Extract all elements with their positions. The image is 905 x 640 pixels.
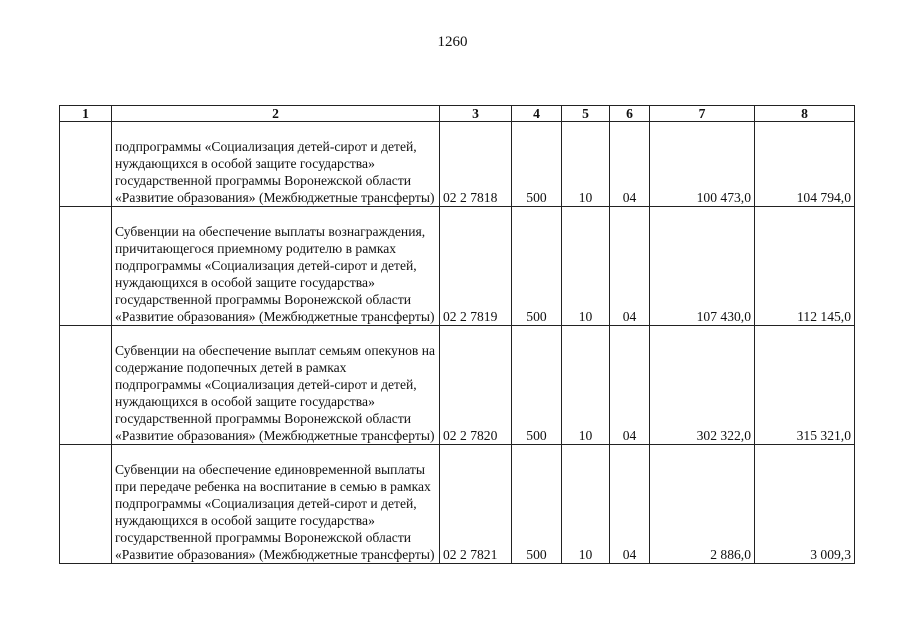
header-col-5: 5 [562,106,610,122]
amount-year2-cell: 3 009,3 [755,445,855,564]
subsection-cell: 04 [610,326,650,445]
header-col-3: 3 [440,106,512,122]
amount-year1-cell: 100 473,0 [650,122,755,207]
code-cell: 02 2 7819 [440,207,512,326]
section-cell: 10 [562,122,610,207]
type-cell: 500 [512,122,562,207]
row-number-cell [60,445,112,564]
code-cell: 02 2 7821 [440,445,512,564]
table-header-row [60,106,855,122]
table-row [60,207,855,326]
amount-year2-cell: 315 321,0 [755,326,855,445]
section-cell: 10 [562,207,610,326]
page-number: 1260 [437,34,468,50]
section-cell: 10 [562,326,610,445]
code-cell: 02 2 7818 [440,122,512,207]
header-col-8: 8 [755,106,855,122]
subsection-cell: 04 [610,445,650,564]
description-cell: Субвенции на обеспечение единовременной выплаты при передаче ребенка на воспитание в семью в рамках подпрограммы «Социализация детей-сирот и детей, нуждающихся в особой защите государства» государственной программы Воронежской области «Развитие образования» (Межбюджетные трансферты) [112,445,440,564]
budget-table [59,105,855,564]
amount-year2-cell: 112 145,0 [755,207,855,326]
amount-year1-cell: 107 430,0 [650,207,755,326]
header-col-4: 4 [512,106,562,122]
section-cell: 10 [562,445,610,564]
row-number-cell [60,122,112,207]
type-cell: 500 [512,445,562,564]
amount-year2-cell: 104 794,0 [755,122,855,207]
table-row [60,326,855,445]
description-cell: Субвенции на обеспечение выплаты вознаграждения, причитающегося приемному родителю в рамках подпрограммы «Социализация детей-сирот и детей, нуждающихся в особой защите государства» государственной программы Воронежской области «Развитие образования» (Межбюджетные трансферты) [112,207,440,326]
amount-year1-cell: 302 322,0 [650,326,755,445]
header-col-7: 7 [650,106,755,122]
table-row [60,445,855,564]
code-cell: 02 2 7820 [440,326,512,445]
type-cell: 500 [512,207,562,326]
amount-year1-cell: 2 886,0 [650,445,755,564]
subsection-cell: 04 [610,207,650,326]
row-number-cell [60,207,112,326]
row-number-cell [60,326,112,445]
description-cell: Субвенции на обеспечение выплат семьям опекунов на содержание подопечных детей в рамках подпрограммы «Социализация детей-сирот и детей, нуждающихся в особой защите государства» государственной программы Воронежской области «Развитие образования» (Межбюджетные трансферты) [112,326,440,445]
subsection-cell: 04 [610,122,650,207]
header-col-2: 2 [112,106,440,122]
header-col-1: 1 [60,106,112,122]
type-cell: 500 [512,326,562,445]
description-cell: подпрограммы «Социализация детей-сирот и детей, нуждающихся в особой защите государства» государственной программы Воронежской области «Развитие образования» (Межбюджетные трансферты) [112,122,440,207]
header-col-6: 6 [610,106,650,122]
table-row [60,122,855,207]
